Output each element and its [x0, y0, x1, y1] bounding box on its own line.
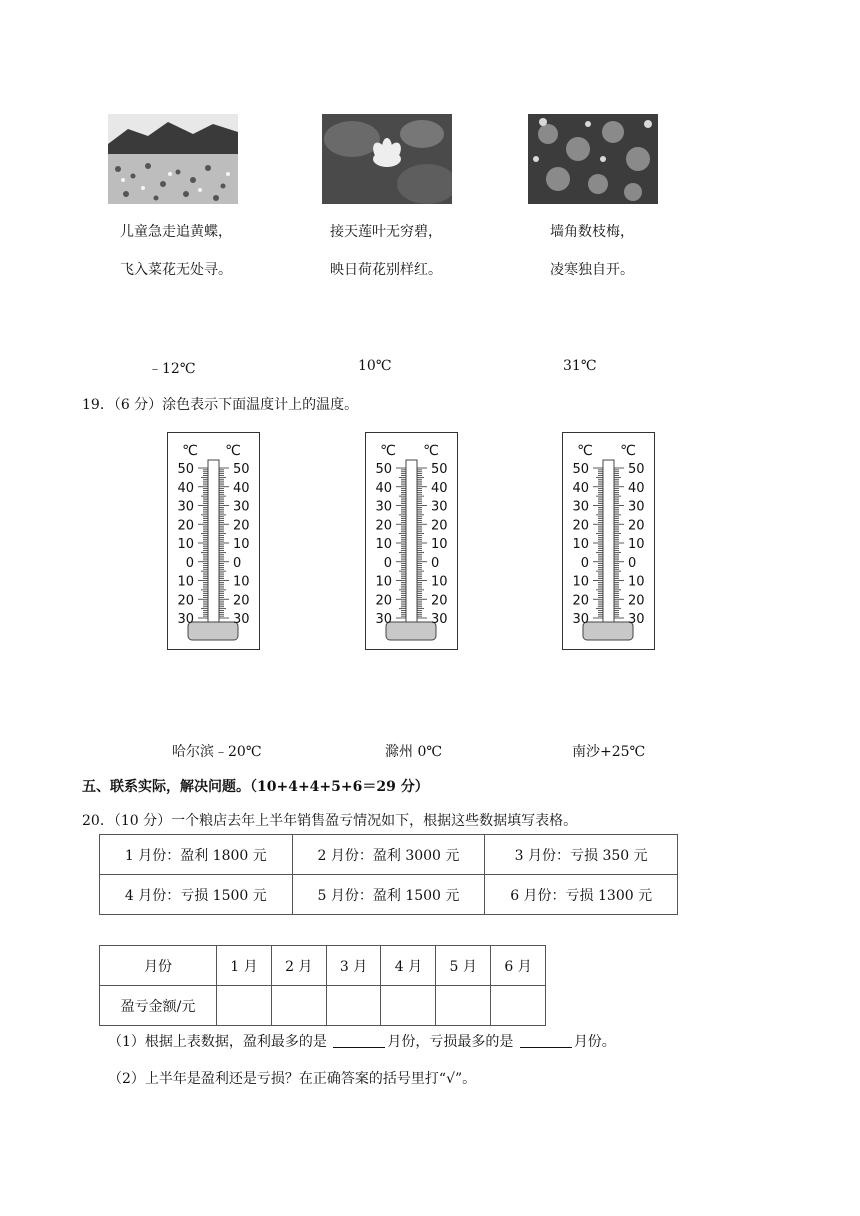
temperature-2: 10℃	[358, 358, 392, 374]
scale-label-right: 10	[233, 537, 250, 552]
scale-label-right: 20	[628, 518, 645, 534]
profit-loss-table	[99, 945, 546, 1026]
sub-question-1-part2: 月份，亏损最多的是	[387, 1034, 518, 1050]
answer-blank-max-profit[interactable]	[333, 1033, 385, 1048]
scale-label-right: 20	[431, 593, 448, 609]
scale-label-right: 20	[233, 518, 250, 534]
scale-label-left: 10	[177, 537, 194, 552]
scale-label-right: 20	[431, 518, 448, 534]
amount-input-cell[interactable]	[491, 986, 546, 1026]
unit-label-left: ℃	[182, 443, 198, 459]
scale-label-right: 20	[628, 593, 645, 609]
thermometer-bulb	[188, 622, 238, 640]
poem-2	[291, 222, 481, 280]
thermometer-bulb	[386, 622, 436, 640]
answer-blank-max-loss[interactable]	[520, 1033, 572, 1048]
city-nansha: 南沙+25℃	[572, 744, 646, 760]
poem-2-line2: 映日荷花别样红。	[330, 262, 442, 278]
month-header: 4 月	[381, 946, 436, 986]
info-cell: 2 月份：盈利 3000 元	[292, 835, 485, 875]
scale-label-right: 10	[628, 537, 645, 552]
info-cell: 4 月份：亏损 1500 元	[100, 875, 293, 915]
amount-input-cell[interactable]	[436, 986, 491, 1026]
scale-label-right: 30	[233, 499, 250, 515]
scale-label-right: 10	[431, 537, 448, 552]
scale-label-right: 50	[233, 462, 250, 477]
scale-label-left: 30	[572, 612, 589, 627]
scale-label-right: 10	[628, 574, 645, 590]
question-20: 20．（10 分）一个粮店去年上半年销售盈亏情况如下，根据这些数据填写表格。	[82, 813, 578, 829]
sub-question-1	[108, 1031, 616, 1051]
month-header: 2 月	[271, 946, 326, 986]
month-header: 1 月	[217, 946, 272, 986]
scale-label-left: 0	[383, 555, 392, 571]
amount-input-cell[interactable]	[381, 986, 436, 1026]
scale-label-left: 30	[375, 612, 392, 627]
sub-question-1-part1: （1）根据上表数据，盈利最多的是	[108, 1034, 332, 1050]
table-row	[100, 986, 546, 1026]
info-cell: 5 月份：盈利 1500 元	[292, 875, 485, 915]
amount-input-cell[interactable]	[217, 986, 272, 1026]
unit-label-right: ℃	[225, 443, 241, 459]
scale-label-left: 50	[572, 462, 589, 477]
scale-label-left: 10	[177, 574, 194, 590]
section-5-title: 五、联系实际，解决问题。（10+4+4+5+6＝29 分）	[82, 779, 429, 795]
scale-label-left: 40	[572, 480, 589, 496]
question-19: 19．（6 分）涂色表示下面温度计上的温度。	[82, 397, 359, 413]
poem-3	[497, 222, 687, 280]
scale-label-left: 20	[375, 593, 392, 609]
table-row	[100, 946, 546, 986]
temperature-3: 31℃	[563, 358, 597, 374]
lotus-pond-photo	[322, 114, 452, 204]
scale-label-left: 50	[177, 462, 194, 477]
poem-1-line2: 飞入菜花无处寻。	[120, 262, 232, 278]
scale-label-left: 40	[177, 480, 194, 496]
scale-label-left: 10	[375, 574, 392, 590]
scale-label-left: 20	[375, 518, 392, 534]
info-cell: 3 月份：亏损 350 元	[485, 835, 678, 875]
sub-question-1-part3: 月份。	[573, 1034, 616, 1050]
sub-question-2: （2）上半年是盈利还是亏损？在正确答案的括号里打“√”。	[108, 1071, 477, 1087]
scale-label-right: 0	[431, 555, 440, 571]
scale-label-left: 10	[572, 574, 589, 590]
scale-label-right: 0	[233, 555, 242, 571]
month-header: 6 月	[491, 946, 546, 986]
scale-label-left: 30	[375, 499, 392, 515]
scale-label-left: 20	[177, 593, 194, 609]
poem-3-line1: 墙角数枝梅，	[550, 224, 634, 240]
scale-label-left: 30	[177, 499, 194, 515]
scale-label-left: 30	[572, 499, 589, 515]
scale-label-right: 30	[431, 499, 448, 515]
scale-label-left: 20	[572, 593, 589, 609]
table-row	[100, 835, 678, 875]
thermometer-tube	[406, 460, 417, 622]
scale-label-right: 30	[628, 612, 645, 627]
info-cell: 6 月份：亏损 1300 元	[485, 875, 678, 915]
poem-2-line1: 接天莲叶无穷碧，	[330, 224, 442, 240]
temperature-1: ﹣12℃	[148, 361, 196, 377]
info-cell: 1 月份：盈利 1800 元	[100, 835, 293, 875]
unit-label-right: ℃	[423, 443, 439, 459]
scale-label-right: 40	[628, 480, 645, 496]
unit-label-right: ℃	[620, 443, 636, 459]
sales-info-table	[99, 834, 678, 915]
scale-label-left: 0	[580, 555, 589, 571]
table-row	[100, 875, 678, 915]
scale-label-right: 50	[431, 462, 448, 477]
scale-label-left: 30	[177, 612, 194, 627]
thermometer-bulb	[583, 622, 633, 640]
amount-input-cell[interactable]	[326, 986, 381, 1026]
month-header: 5 月	[436, 946, 491, 986]
scale-label-right: 0	[628, 555, 637, 571]
scale-label-right: 30	[233, 612, 250, 627]
month-header-label: 月份	[100, 946, 217, 986]
scale-label-right: 30	[431, 612, 448, 627]
scale-label-right: 50	[628, 462, 645, 477]
thermometer-tube	[208, 460, 219, 622]
scale-label-left: 20	[177, 518, 194, 534]
unit-label-left: ℃	[577, 443, 593, 459]
thermometer-3[interactable]	[562, 432, 655, 650]
scale-label-right: 10	[431, 574, 448, 590]
plum-blossom-photo	[528, 114, 658, 204]
scale-label-right: 40	[431, 480, 448, 496]
thermometer-drawing	[562, 432, 655, 650]
amount-row-label: 盈亏金额/元	[100, 986, 217, 1026]
city-harbin: 哈尔滨﹣20℃	[172, 744, 262, 760]
scale-label-left: 0	[185, 555, 194, 571]
thermometer-1[interactable]	[167, 432, 260, 650]
scale-label-right: 40	[233, 480, 250, 496]
scale-label-left: 50	[375, 462, 392, 477]
scale-label-left: 10	[375, 537, 392, 552]
thermometer-drawing	[167, 432, 260, 650]
amount-input-cell[interactable]	[271, 986, 326, 1026]
unit-label-left: ℃	[380, 443, 396, 459]
scale-label-left: 40	[375, 480, 392, 496]
poem-3-line2: 凌寒独自开。	[550, 262, 634, 278]
city-chuzhou: 滁州 0℃	[385, 744, 443, 760]
scale-label-left: 20	[572, 518, 589, 534]
scale-label-right: 10	[233, 574, 250, 590]
poem-1	[81, 222, 271, 280]
thermometer-drawing	[365, 432, 458, 650]
scale-label-right: 20	[233, 593, 250, 609]
rapeseed-field-photo	[108, 114, 238, 204]
thermometer-2[interactable]	[365, 432, 458, 650]
poem-1-line1: 儿童急走追黄蝶，	[120, 224, 232, 240]
scale-label-left: 10	[572, 537, 589, 552]
month-header: 3 月	[326, 946, 381, 986]
thermometer-tube	[603, 460, 614, 622]
scale-label-right: 30	[628, 499, 645, 515]
